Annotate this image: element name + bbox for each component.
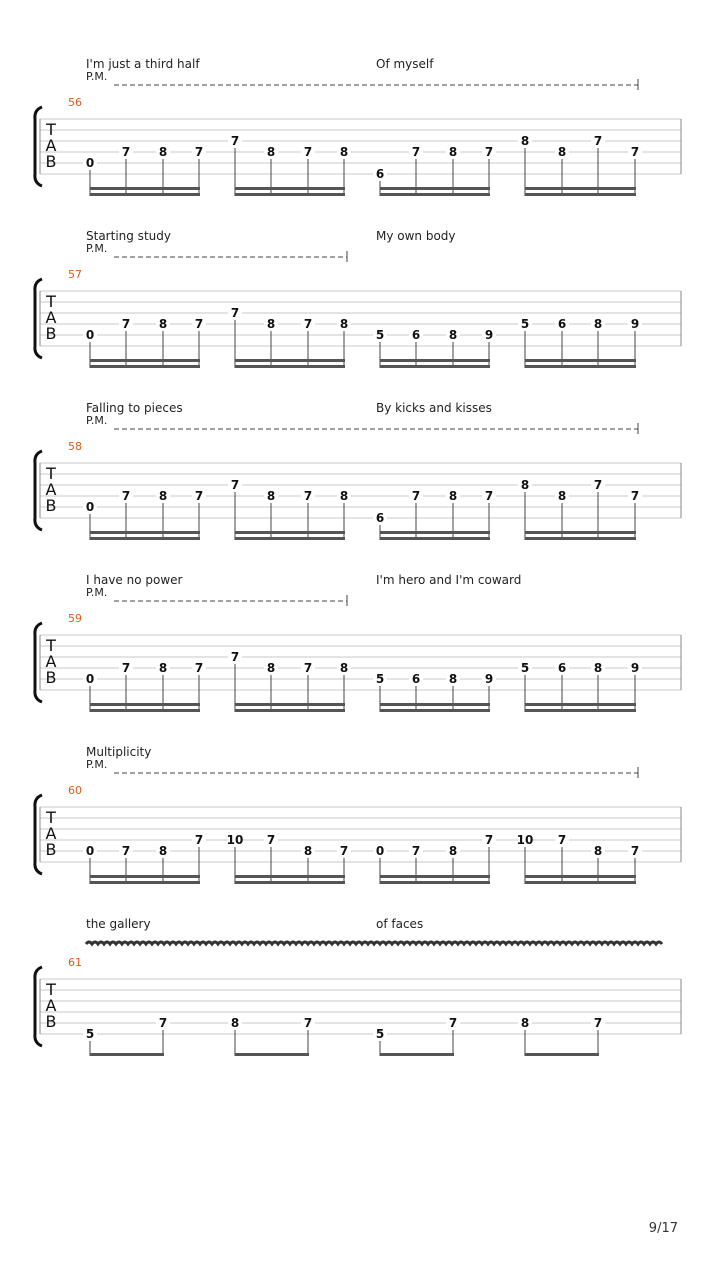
fret-number: 7 — [411, 145, 421, 159]
fret-number: 0 — [85, 844, 95, 858]
fret-number: 8 — [593, 317, 603, 331]
palm-mute-label: P.M. — [86, 758, 108, 771]
tab-clef-letter: A — [45, 824, 57, 843]
fret-number: 0 — [85, 328, 95, 342]
fret-number: 8 — [158, 317, 168, 331]
tab-clef-letter: T — [46, 980, 56, 999]
fret-number: 7 — [484, 489, 494, 503]
beam — [90, 537, 200, 540]
tab-system — [35, 745, 681, 884]
beam-secondary — [525, 703, 636, 706]
fret-number: 8 — [448, 672, 458, 686]
tab-clef-letter: T — [46, 636, 56, 655]
fret-number: 7 — [303, 1016, 313, 1030]
fret-number: 6 — [557, 661, 567, 675]
fret-number: 7 — [194, 833, 204, 847]
tab-system — [35, 57, 681, 196]
lyric-text: of faces — [376, 917, 424, 931]
beam-secondary — [380, 359, 490, 362]
measure-number: 58 — [68, 440, 82, 453]
fret-number: 9 — [630, 317, 640, 331]
tab-system — [35, 573, 681, 712]
fret-number: 7 — [448, 1016, 458, 1030]
beam — [525, 881, 636, 884]
beam-secondary — [235, 703, 345, 706]
fret-number: 7 — [593, 478, 603, 492]
beam — [235, 193, 345, 196]
tab-clef-letter: A — [45, 308, 57, 327]
tab-clef-letter: B — [45, 324, 57, 343]
lyric-text: I'm just a third half — [86, 57, 200, 71]
fret-number: 6 — [375, 167, 385, 181]
fret-number: 7 — [593, 1016, 603, 1030]
fret-number: 7 — [230, 650, 240, 664]
fret-number: 7 — [411, 844, 421, 858]
fret-number: 7 — [484, 145, 494, 159]
lyric-text: Multiplicity — [86, 745, 152, 759]
fret-number: 7 — [266, 833, 276, 847]
lyric-text: My own body — [376, 229, 456, 243]
fret-number: 7 — [121, 661, 131, 675]
beam-secondary — [380, 187, 490, 190]
fret-number: 8 — [448, 145, 458, 159]
tab-clef-letter: T — [46, 292, 56, 311]
fret-number: 8 — [448, 844, 458, 858]
fret-number: 7 — [121, 145, 131, 159]
beam-secondary — [380, 703, 490, 706]
beam — [525, 365, 636, 368]
fret-number: 7 — [194, 489, 204, 503]
fret-number: 8 — [339, 661, 349, 675]
beam — [380, 1053, 454, 1056]
beam-secondary — [235, 359, 345, 362]
beam-secondary — [525, 875, 636, 878]
fret-number: 7 — [303, 317, 313, 331]
fret-number: 7 — [121, 489, 131, 503]
fret-number: 10 — [226, 833, 244, 847]
beam — [90, 881, 200, 884]
fret-number: 5 — [375, 1027, 385, 1041]
fret-number: 10 — [516, 833, 534, 847]
fret-number: 7 — [230, 478, 240, 492]
fret-number: 6 — [411, 328, 421, 342]
fret-number: 6 — [411, 672, 421, 686]
beam — [380, 193, 490, 196]
fret-number: 7 — [230, 306, 240, 320]
fret-number: 8 — [339, 317, 349, 331]
fret-number: 9 — [484, 672, 494, 686]
beam — [235, 881, 345, 884]
fret-number: 7 — [484, 833, 494, 847]
palm-mute-label: P.M. — [86, 242, 108, 255]
fret-number: 7 — [194, 145, 204, 159]
beam — [235, 537, 345, 540]
fret-number: 7 — [194, 661, 204, 675]
tab-clef-letter: A — [45, 652, 57, 671]
measure-number: 59 — [68, 612, 82, 625]
fret-number: 8 — [557, 489, 567, 503]
fret-number: 8 — [593, 844, 603, 858]
beam — [90, 709, 200, 712]
fret-number: 8 — [158, 661, 168, 675]
beam-secondary — [525, 531, 636, 534]
fret-number: 7 — [303, 489, 313, 503]
beam — [525, 193, 636, 196]
fret-number: 5 — [520, 661, 530, 675]
beam-secondary — [90, 875, 200, 878]
tab-clef-letter: B — [45, 840, 57, 859]
measure-number: 61 — [68, 956, 82, 969]
tab-clef-letter: B — [45, 1012, 57, 1031]
fret-number: 8 — [266, 317, 276, 331]
lyric-text: Of myself — [376, 57, 434, 71]
fret-number: 8 — [557, 145, 567, 159]
tab-clef-letter: B — [45, 668, 57, 687]
beam-secondary — [380, 531, 490, 534]
fret-number: 7 — [339, 844, 349, 858]
beam — [525, 537, 636, 540]
beam — [380, 709, 490, 712]
fret-number: 0 — [85, 672, 95, 686]
beam — [90, 1053, 164, 1056]
beam-secondary — [90, 359, 200, 362]
palm-mute-label: P.M. — [86, 70, 108, 83]
measure-number: 56 — [68, 96, 82, 109]
beam — [525, 709, 636, 712]
tab-clef-letter: T — [46, 464, 56, 483]
fret-number: 7 — [303, 661, 313, 675]
fret-number: 0 — [85, 156, 95, 170]
fret-number: 7 — [194, 317, 204, 331]
beam — [380, 537, 490, 540]
fret-number: 7 — [411, 489, 421, 503]
palm-mute-label: P.M. — [86, 586, 108, 599]
fret-number: 8 — [266, 145, 276, 159]
tab-clef-letter: A — [45, 136, 57, 155]
lyric-text: By kicks and kisses — [376, 401, 492, 415]
fret-number: 8 — [158, 844, 168, 858]
measure-number: 57 — [68, 268, 82, 281]
beam — [235, 365, 345, 368]
fret-number: 8 — [339, 489, 349, 503]
fret-number: 8 — [520, 478, 530, 492]
fret-number: 8 — [158, 489, 168, 503]
fret-number: 5 — [520, 317, 530, 331]
beam-secondary — [90, 703, 200, 706]
tab-clef-letter: T — [46, 808, 56, 827]
tab-clef-letter: T — [46, 120, 56, 139]
fret-number: 7 — [630, 489, 640, 503]
tab-clef-letter: B — [45, 496, 57, 515]
fret-number: 7 — [121, 844, 131, 858]
fret-number: 6 — [375, 511, 385, 525]
tab-clef-letter: A — [45, 996, 57, 1015]
fret-number: 8 — [266, 489, 276, 503]
beam-secondary — [90, 187, 200, 190]
fret-number: 5 — [85, 1027, 95, 1041]
fret-number: 5 — [375, 328, 385, 342]
fret-number: 8 — [448, 489, 458, 503]
beam — [380, 881, 490, 884]
beam — [380, 365, 490, 368]
fret-number: 8 — [303, 844, 313, 858]
fret-number: 7 — [303, 145, 313, 159]
vibrato-wave — [86, 942, 662, 944]
page-number: 9/17 — [648, 1221, 678, 1236]
palm-mute-label: P.M. — [86, 414, 108, 427]
fret-number: 8 — [448, 328, 458, 342]
tab-system — [35, 229, 681, 368]
beam-secondary — [235, 187, 345, 190]
beam-secondary — [235, 875, 345, 878]
fret-number: 8 — [520, 1016, 530, 1030]
fret-number: 8 — [158, 145, 168, 159]
fret-number: 8 — [593, 661, 603, 675]
fret-number: 7 — [557, 833, 567, 847]
fret-number: 8 — [520, 134, 530, 148]
lyric-text: I'm hero and I'm coward — [376, 573, 522, 587]
beam — [525, 1053, 599, 1056]
tab-system — [35, 917, 681, 1056]
lyric-text: Falling to pieces — [86, 401, 183, 415]
fret-number: 8 — [339, 145, 349, 159]
fret-number: 6 — [557, 317, 567, 331]
tab-clef-letter: A — [45, 480, 57, 499]
fret-number: 7 — [158, 1016, 168, 1030]
beam — [90, 193, 200, 196]
beam — [90, 365, 200, 368]
fret-number: 0 — [375, 844, 385, 858]
fret-number: 7 — [121, 317, 131, 331]
fret-number: 8 — [266, 661, 276, 675]
fret-number: 7 — [630, 844, 640, 858]
fret-number: 5 — [375, 672, 385, 686]
beam-secondary — [235, 531, 345, 534]
beam — [235, 709, 345, 712]
beam-secondary — [90, 531, 200, 534]
fret-number: 0 — [85, 500, 95, 514]
measure-number: 60 — [68, 784, 82, 797]
fret-number: 7 — [630, 145, 640, 159]
lyric-text: I have no power — [86, 573, 183, 587]
beam-secondary — [380, 875, 490, 878]
lyric-text: Starting study — [86, 229, 171, 243]
tab-system — [35, 401, 681, 540]
fret-number: 8 — [230, 1016, 240, 1030]
fret-number: 7 — [593, 134, 603, 148]
fret-number: 9 — [630, 661, 640, 675]
beam — [235, 1053, 309, 1056]
fret-number: 9 — [484, 328, 494, 342]
beam-secondary — [525, 187, 636, 190]
lyric-text: the gallery — [86, 917, 151, 931]
fret-number: 7 — [230, 134, 240, 148]
beam-secondary — [525, 359, 636, 362]
tab-clef-letter: B — [45, 152, 57, 171]
